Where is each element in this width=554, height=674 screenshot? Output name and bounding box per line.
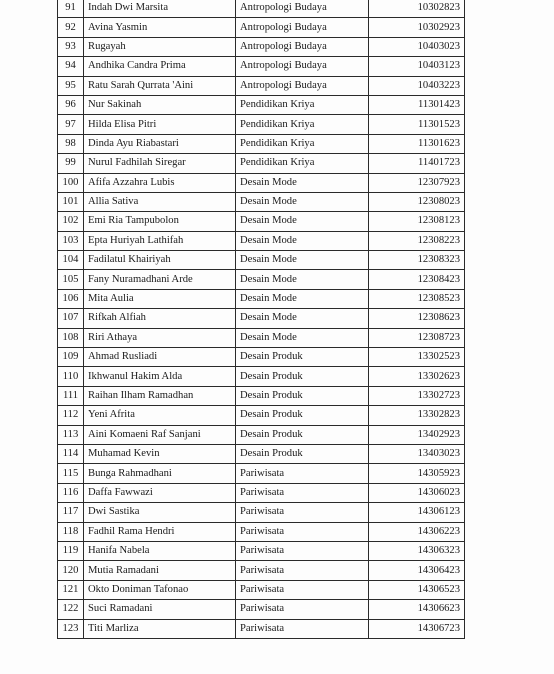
- student-id-cell: 14306523: [369, 580, 465, 599]
- student-name-cell: Aini Komaeni Raf Sanjani: [84, 425, 236, 444]
- table-row: [58, 522, 465, 541]
- student-name-cell: Fany Nuramadhani Arde: [84, 270, 236, 289]
- row-number-cell: 102: [58, 212, 84, 231]
- row-number-cell: 92: [58, 18, 84, 37]
- study-program-cell: Pariwisata: [236, 541, 369, 560]
- row-number-cell: 96: [58, 95, 84, 114]
- study-program-cell: Pendidikan Kriya: [236, 134, 369, 153]
- student-name-cell: Fadilatul Khairiyah: [84, 251, 236, 270]
- study-program-cell: Pariwisata: [236, 464, 369, 483]
- student-name-cell: Andhika Candra Prima: [84, 57, 236, 76]
- student-id-cell: 12308423: [369, 270, 465, 289]
- table-row: [58, 231, 465, 250]
- row-number-cell: 109: [58, 348, 84, 367]
- table-row: [58, 425, 465, 444]
- row-number-cell: 94: [58, 57, 84, 76]
- student-id-cell: 12307923: [369, 173, 465, 192]
- student-table-body: [58, 0, 465, 638]
- table-row: [58, 154, 465, 173]
- student-id-cell: 11301623: [369, 134, 465, 153]
- student-id-cell: 14306423: [369, 561, 465, 580]
- student-id-cell: 11301423: [369, 95, 465, 114]
- student-name-cell: Okto Doniman Tafonao: [84, 580, 236, 599]
- student-name-cell: Avina Yasmin: [84, 18, 236, 37]
- table-row: [58, 309, 465, 328]
- table-row: [58, 367, 465, 386]
- table-row: [58, 192, 465, 211]
- student-id-cell: 12308123: [369, 212, 465, 231]
- row-number-cell: 118: [58, 522, 84, 541]
- row-number-cell: 101: [58, 192, 84, 211]
- student-id-cell: 12308523: [369, 289, 465, 308]
- study-program-cell: Desain Mode: [236, 231, 369, 250]
- student-name-cell: Hanifa Nabela: [84, 541, 236, 560]
- table-row: [58, 600, 465, 619]
- study-program-cell: Desain Produk: [236, 425, 369, 444]
- table-row: [58, 580, 465, 599]
- study-program-cell: Pendidikan Kriya: [236, 115, 369, 134]
- student-id-cell: 12308023: [369, 192, 465, 211]
- student-name-cell: Riri Athaya: [84, 328, 236, 347]
- row-number-cell: 120: [58, 561, 84, 580]
- student-name-cell: Daffa Fawwazi: [84, 483, 236, 502]
- row-number-cell: 97: [58, 115, 84, 134]
- student-name-cell: Ikhwanul Hakim Alda: [84, 367, 236, 386]
- table-row: [58, 503, 465, 522]
- table-row: [58, 57, 465, 76]
- row-number-cell: 100: [58, 173, 84, 192]
- student-id-cell: 13302823: [369, 406, 465, 425]
- table-row: [58, 76, 465, 95]
- student-id-cell: 12308623: [369, 309, 465, 328]
- study-program-cell: Desain Mode: [236, 212, 369, 231]
- study-program-cell: Pariwisata: [236, 483, 369, 502]
- study-program-cell: Desain Produk: [236, 406, 369, 425]
- study-program-cell: Antropologi Budaya: [236, 18, 369, 37]
- table-row: [58, 0, 465, 18]
- study-program-cell: Desain Produk: [236, 348, 369, 367]
- table-row: [58, 561, 465, 580]
- row-number-cell: 119: [58, 541, 84, 560]
- table-row: [58, 444, 465, 463]
- student-id-cell: 10302823: [369, 0, 465, 18]
- table-row: [58, 18, 465, 37]
- student-id-cell: 11301523: [369, 115, 465, 134]
- study-program-cell: Pariwisata: [236, 561, 369, 580]
- student-name-cell: Ahmad Rusliadi: [84, 348, 236, 367]
- student-id-cell: 14306323: [369, 541, 465, 560]
- row-number-cell: 121: [58, 580, 84, 599]
- table-row: [58, 289, 465, 308]
- study-program-cell: Pariwisata: [236, 600, 369, 619]
- student-id-cell: 13302523: [369, 348, 465, 367]
- row-number-cell: 113: [58, 425, 84, 444]
- table-row: [58, 386, 465, 405]
- student-name-cell: Emi Ria Tampubolon: [84, 212, 236, 231]
- student-name-cell: Mita Aulia: [84, 289, 236, 308]
- study-program-cell: Pariwisata: [236, 580, 369, 599]
- student-id-cell: 12308323: [369, 251, 465, 270]
- row-number-cell: 111: [58, 386, 84, 405]
- student-name-cell: Epta Huriyah Lathifah: [84, 231, 236, 250]
- row-number-cell: 107: [58, 309, 84, 328]
- study-program-cell: Antropologi Budaya: [236, 0, 369, 18]
- student-name-cell: Raihan Ilham Ramadhan: [84, 386, 236, 405]
- table-row: [58, 270, 465, 289]
- study-program-cell: Desain Mode: [236, 251, 369, 270]
- study-program-cell: Desain Mode: [236, 328, 369, 347]
- student-name-cell: Allia Sativa: [84, 192, 236, 211]
- student-id-cell: 10403123: [369, 57, 465, 76]
- student-id-cell: 10403023: [369, 37, 465, 56]
- study-program-cell: Desain Mode: [236, 270, 369, 289]
- table-row: [58, 134, 465, 153]
- student-id-cell: 14306023: [369, 483, 465, 502]
- student-name-cell: Indah Dwi Marsita: [84, 0, 236, 18]
- study-program-cell: Pariwisata: [236, 503, 369, 522]
- study-program-cell: Antropologi Budaya: [236, 76, 369, 95]
- study-program-cell: Desain Produk: [236, 367, 369, 386]
- student-name-cell: Hilda Elisa Pitri: [84, 115, 236, 134]
- row-number-cell: 106: [58, 289, 84, 308]
- student-id-cell: 14306623: [369, 600, 465, 619]
- table-row: [58, 483, 465, 502]
- student-name-cell: Titi Marliza: [84, 619, 236, 638]
- student-name-cell: Rugayah: [84, 37, 236, 56]
- table-row: [58, 37, 465, 56]
- student-name-cell: Muhamad Kevin: [84, 444, 236, 463]
- student-name-cell: Nurul Fadhilah Siregar: [84, 154, 236, 173]
- table-row: [58, 541, 465, 560]
- table-row: [58, 95, 465, 114]
- row-number-cell: 104: [58, 251, 84, 270]
- table-row: [58, 406, 465, 425]
- student-id-cell: 13402923: [369, 425, 465, 444]
- student-name-cell: Rifkah Alfiah: [84, 309, 236, 328]
- student-name-cell: Afifa Azzahra Lubis: [84, 173, 236, 192]
- study-program-cell: Desain Mode: [236, 173, 369, 192]
- study-program-cell: Pariwisata: [236, 522, 369, 541]
- student-id-cell: 10302923: [369, 18, 465, 37]
- student-id-cell: 10403223: [369, 76, 465, 95]
- student-id-cell: 14306123: [369, 503, 465, 522]
- student-id-cell: 12308223: [369, 231, 465, 250]
- table-row: [58, 251, 465, 270]
- student-name-cell: Fadhil Rama Hendri: [84, 522, 236, 541]
- row-number-cell: 122: [58, 600, 84, 619]
- row-number-cell: 112: [58, 406, 84, 425]
- study-program-cell: Pendidikan Kriya: [236, 154, 369, 173]
- student-name-cell: Dinda Ayu Riabastari: [84, 134, 236, 153]
- row-number-cell: 103: [58, 231, 84, 250]
- row-number-cell: 117: [58, 503, 84, 522]
- study-program-cell: Desain Mode: [236, 192, 369, 211]
- student-id-cell: 11401723: [369, 154, 465, 173]
- student-id-cell: 14306723: [369, 619, 465, 638]
- row-number-cell: 105: [58, 270, 84, 289]
- student-name-cell: Nur Sakinah: [84, 95, 236, 114]
- row-number-cell: 123: [58, 619, 84, 638]
- student-id-cell: 12308723: [369, 328, 465, 347]
- row-number-cell: 114: [58, 444, 84, 463]
- student-id-cell: 14306223: [369, 522, 465, 541]
- student-id-cell: 13302723: [369, 386, 465, 405]
- table-row: [58, 619, 465, 638]
- student-id-cell: 13302623: [369, 367, 465, 386]
- study-program-cell: Desain Produk: [236, 444, 369, 463]
- table-row: [58, 115, 465, 134]
- student-id-cell: 14305923: [369, 464, 465, 483]
- study-program-cell: Pendidikan Kriya: [236, 95, 369, 114]
- student-id-cell: 13403023: [369, 444, 465, 463]
- row-number-cell: 116: [58, 483, 84, 502]
- table-row: [58, 173, 465, 192]
- study-program-cell: Pariwisata: [236, 619, 369, 638]
- study-program-cell: Desain Mode: [236, 309, 369, 328]
- row-number-cell: 91: [58, 0, 84, 18]
- student-name-cell: Suci Ramadani: [84, 600, 236, 619]
- table-row: [58, 212, 465, 231]
- student-name-cell: Bunga Rahmadhani: [84, 464, 236, 483]
- study-program-cell: Desain Mode: [236, 289, 369, 308]
- study-program-cell: Antropologi Budaya: [236, 37, 369, 56]
- student-name-cell: Mutia Ramadani: [84, 561, 236, 580]
- row-number-cell: 98: [58, 134, 84, 153]
- student-name-cell: Dwi Sastika: [84, 503, 236, 522]
- row-number-cell: 108: [58, 328, 84, 347]
- student-table: [57, 0, 465, 639]
- row-number-cell: 93: [58, 37, 84, 56]
- study-program-cell: Antropologi Budaya: [236, 57, 369, 76]
- table-row: [58, 328, 465, 347]
- student-name-cell: Ratu Sarah Qurrata 'Aini: [84, 76, 236, 95]
- table-row: [58, 348, 465, 367]
- student-name-cell: Yeni Afrita: [84, 406, 236, 425]
- row-number-cell: 95: [58, 76, 84, 95]
- row-number-cell: 115: [58, 464, 84, 483]
- row-number-cell: 110: [58, 367, 84, 386]
- row-number-cell: 99: [58, 154, 84, 173]
- study-program-cell: Desain Produk: [236, 386, 369, 405]
- table-row: [58, 464, 465, 483]
